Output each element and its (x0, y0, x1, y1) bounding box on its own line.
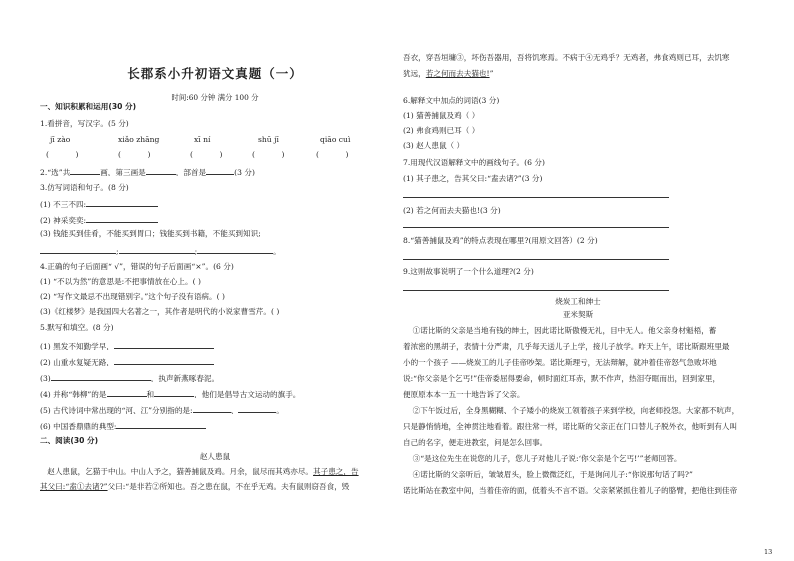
question-5-2: (2) 山重水复疑无路， (40, 356, 214, 366)
pinyin-2: xiǎo zhāng (118, 135, 160, 144)
question-6-2: (2) 弗食鸡则已耳（ ） (403, 126, 480, 135)
answer-blank[interactable] (206, 166, 234, 175)
pinyin-3: xī ní (194, 135, 211, 144)
pinyin-row (40, 135, 390, 145)
passage-2-author: 亚米契斯 (562, 310, 594, 319)
question-4-1: (1) “不以为然”的意思是:不把事情放在心上。( ) (40, 277, 201, 286)
answer-line[interactable] (403, 290, 669, 291)
passage-1-line-4: 犹远，若之何而去夫猫也!” (403, 69, 494, 78)
exam-info: 时间:60 分钟 满分 100 分 (171, 93, 259, 102)
question-7: 7.用现代汉语解释文中的画线句子。(6 分) (403, 158, 545, 167)
question-6-3: (3) 赵人患鼠（ ） (403, 141, 465, 150)
page-title: 长郡系小升初语文真题（一） (127, 66, 303, 81)
section-1-heading: 一、知识积累和运用(30 分) (40, 102, 137, 111)
answer-brackets-row (40, 150, 390, 160)
passage-1-line-1: 赵人患鼠，乞猫于中山。中山人予之，猫善捕鼠及鸡。月余，鼠尽而其鸡亦尽。其子患之，告 (47, 467, 359, 476)
answer-blank[interactable] (114, 340, 214, 349)
answer-bracket[interactable]: ( ) (316, 150, 349, 159)
question-6: 6.解释文中加点的词语(3 分) (403, 96, 500, 105)
question-4-2: (2) “写作文最忌不出现错别字。”这个句子没有语病。( ) (40, 292, 225, 301)
question-5-1: (1) 黑发不知勤学早， (40, 340, 214, 350)
answer-blank[interactable] (146, 166, 176, 175)
passage-2-line-1: ①诺比斯的父亲是当地有钱的绅士，因此诺比斯傲慢无礼，目中无人。他父亲身材魁梧，蓄 (412, 326, 717, 335)
question-5: 5.默写和填空。(8 分) (40, 323, 114, 332)
passage-2-line-11: 诺比斯站在教室中间，当着佳帝的面，低着头不言不语。父亲紧紧抓住着儿子的胳臂，把他往到佳帝 (403, 486, 738, 495)
answer-bracket[interactable]: ( ) (190, 150, 223, 159)
question-7-2: (2) 若之何而去夫猫也!(3 分) (403, 206, 501, 215)
question-4-3: (3)《红楼梦》是我国四大名著之一，其作者是明代的小说家曹雪芹。( ) (40, 307, 280, 316)
pinyin-5: qiāo cuì (320, 135, 351, 144)
answer-blank[interactable] (119, 245, 195, 254)
passage-2-line-8: 自己的名字，便走进教室，问是怎么回事。 (403, 438, 548, 447)
section-2-heading: 二、阅读(30 分) (40, 436, 99, 445)
answer-blank[interactable] (197, 245, 273, 254)
answer-bracket[interactable]: ( ) (118, 150, 151, 159)
page-number: 13 (764, 548, 773, 556)
question-9: 9.这则故事说明了一个什么道理?(2 分) (403, 267, 534, 276)
answer-line[interactable] (403, 259, 669, 260)
passage-2-line-10: ④诺比斯的父亲听后，皱皱眉头，脸上微微泛红，于是询问儿子:“你说那句话了吗?” (412, 470, 693, 479)
answer-blank[interactable] (154, 388, 194, 397)
answer-blank[interactable] (86, 198, 158, 207)
answer-blank[interactable] (86, 214, 158, 223)
passage-2-line-6: ②下午饭过后，全身黑糊糊、个子矮小的烧炭工领着孩子来到学校，向老师投怨。大家都不吭声， (412, 406, 740, 415)
answer-bracket[interactable]: ( ) (252, 150, 285, 159)
question-7-1: (1) 其子患之，告其父曰:“盍去诸?”(3 分) (403, 174, 543, 183)
passage-1-title: 赵人患鼠 (199, 452, 231, 461)
question-2: 2.“选”共 画，第三画是 ，部首是 (3 分) (40, 168, 255, 176)
answer-blank[interactable] (116, 420, 206, 429)
answer-blank[interactable] (114, 356, 214, 365)
answer-bracket[interactable]: ( ) (46, 150, 79, 159)
passage-2-title: 烧炭工和绅士 (555, 297, 601, 306)
answer-blank[interactable] (107, 388, 147, 397)
answer-blank[interactable] (238, 404, 276, 413)
passage-2-line-3: 小的一个孩子 ——烧炭工的儿子佳帝吵架。诺比斯理亏，无法辩解，就冲着佳帝怒气急败坏地 (403, 358, 717, 367)
question-5-6: (6) 中国香鼎鼎的典型: (40, 420, 206, 430)
answer-blank[interactable] (193, 404, 231, 413)
question-6-1: (1) 猫善捕鼠及鸡（ ） (403, 111, 480, 120)
question-8: 8.“猫善捕鼠及鸡”的特点表现在哪里?(用原文回答）(2 分) (403, 236, 598, 245)
question-3: 3.仿写词语和句子。(8 分) (40, 183, 129, 192)
passage-2-line-5: 便原原本本一五一十地告诉了父亲。 (403, 390, 525, 399)
question-3-3-blanks: ; ; 。 (40, 245, 390, 255)
answer-line[interactable] (403, 197, 669, 198)
answer-blank[interactable] (70, 166, 100, 175)
passage-2-line-4: 说:“你父亲是个乞丐!”佳帝委屈得要命，顿时面红耳赤，默不作声，热泪夺眶而出，回到家里， (403, 374, 721, 383)
question-5-3: (3) ，执声新燕啄春泥。 (40, 374, 220, 382)
question-1: 1.看拼音，写汉字。(5 分) (40, 119, 129, 128)
question-5-5: (5) 古代诗词中常出现的“河、江”分别指的是: 、 。 (40, 406, 284, 414)
answer-blank[interactable] (40, 245, 116, 254)
question-5-4: (4) 并称“韩柳”的是 和 ，他们是倡导古文运动的旗手。 (40, 390, 301, 398)
passage-2-line-2: 着浓密的黑胡子，表情十分严肃，几乎每天送儿子上学，接儿子放学。昨天上午，诺比斯跟班里最 (403, 342, 730, 351)
question-3-1: (1) 不三不四: (40, 198, 158, 208)
question-3-2: (2) 神采奕奕: (40, 214, 158, 224)
pinyin-1: jī zào (50, 135, 71, 144)
passage-1-line-2: 其父曰:“盍①去诸?”父曰:“是非若②所知也。吾之患在鼠，不在乎无鸡。夫有鼠则窃吾食，毁 (40, 482, 350, 491)
passage-1-line-3: 吾衣，穿吾垣墉③，坏伤吾器用，吾将饥寒焉。不病于④无鸡乎？无鸡者，弗食鸡则已耳，去饥寒 (403, 53, 730, 62)
answer-blank[interactable] (51, 372, 151, 381)
passage-2-line-9: ③“是这位先生在说您的儿子，您儿子对他儿子说:‘你父亲是个乞丐!’”老师回答。 (412, 454, 682, 463)
question-3-3: (3) 钱能买到佳肴，不能买到胃口；钱能买到书籍，不能买到知识; (40, 229, 261, 238)
passage-2-line-7: 只是静悄悄地，全神贯注地看着。跟往常一样，诺比斯的父亲正在门口替儿子脱外衣，他听到有人叫 (403, 422, 738, 431)
answer-line[interactable] (403, 227, 669, 228)
question-4: 4.正确的句子后面画“ √”，错误的句子后面画“×”。(6 分) (40, 262, 234, 271)
pinyin-4: shū jī (258, 135, 279, 144)
